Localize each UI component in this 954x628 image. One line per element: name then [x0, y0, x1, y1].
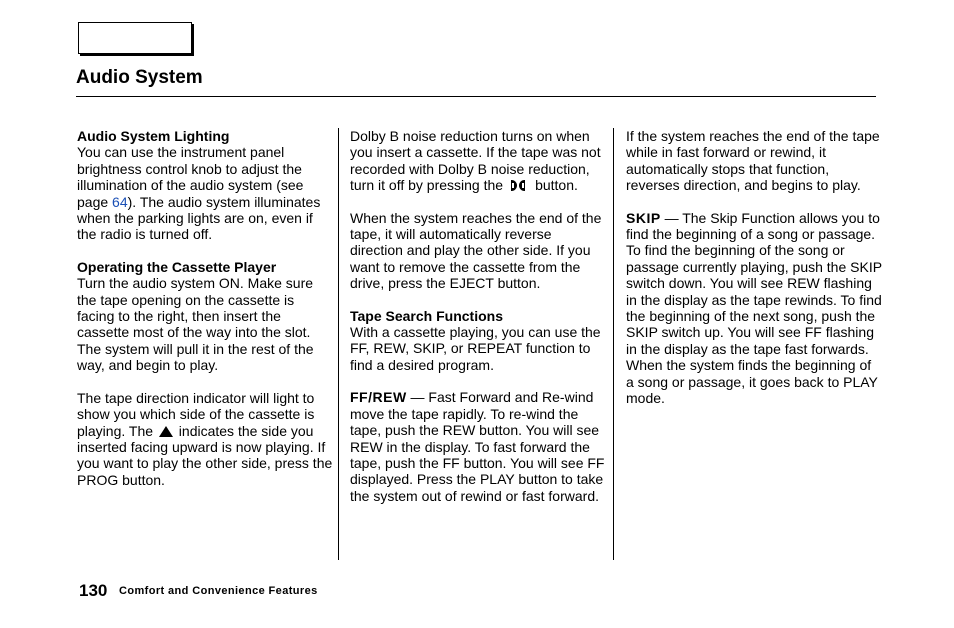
skip-paragraph [626, 210, 882, 407]
up-triangle-icon [159, 426, 173, 437]
ffrew-paragraph [350, 389, 606, 504]
cassette-text: Turn the audio system ON. Make sure the tape opening on the cassette is facing to the right, then insert the cassette most of the way into the slot. The system will pull it in the rest of the way, and begin to play. [77, 275, 314, 374]
skip-term: SKIP [626, 209, 661, 226]
cassette-section [77, 259, 335, 374]
search-heading: Tape Search Functions [350, 307, 503, 324]
reverse-text: When the system reaches the end of the tape, it will automatically reverse direction and play the other side. If you want to remove the cassette from the drive, press the EJECT button. [350, 209, 602, 292]
indicator-paragraph [77, 390, 335, 488]
header-tab-box [78, 22, 192, 54]
dolby-icon [511, 180, 525, 191]
lighting-text-a: You can use the instrument panel brightness control knob to adjust the illumination of the audio system (see page [77, 144, 304, 210]
search-section [350, 308, 606, 374]
indicator-text-a: The tape direction indicator will light to show you which side of the cassette is playing. The [77, 389, 315, 439]
section-name: Comfort and Convenience Features [119, 585, 318, 597]
page-title: Audio System [76, 67, 203, 88]
search-text: With a cassette playing, you can use the FF, REW, SKIP, or REPEAT function to find a desired program. [350, 324, 601, 373]
column-divider-2 [613, 128, 614, 560]
column-1 [77, 128, 335, 504]
end-paragraph [626, 128, 882, 194]
lighting-heading: Audio System Lighting [77, 128, 230, 144]
column-divider-1 [338, 128, 339, 560]
dolby-text-a: Dolby B noise reduction turns on when you insert a cassette. If the tape was not recorded with Dolby B noise reduction, turn it off by pressing the [350, 128, 601, 194]
page-number: 130 [79, 581, 108, 600]
page-64-link[interactable]: 64 [112, 193, 128, 210]
skip-text: — The Skip Function allows you to find the beginning of a song or passage. To find the beginning of the song or passage currently playing, push the SKIP switch down. You will see REW flashing in the display as the tape rewinds. To find the beginning of the next song, push the SKIP switch up. You will see FF flashing in the display as the tape fast forwards. When the system finds the beginning of a song or passage, it goes back to PLAY mode. [626, 209, 882, 407]
ffrew-text: — Fast Forward and Re-wind move the tape rapidly. To re-wind the tape, push the REW button. You will see REW in the display. To fast forward the tape, push the FF button. You will see FF displayed. Press the PLAY button to take the system out of rewind or fast forward. [350, 389, 605, 504]
column-2 [350, 128, 606, 520]
title-rule [76, 96, 876, 97]
reverse-paragraph [350, 210, 606, 292]
column-3 [626, 128, 882, 423]
dolby-paragraph [350, 128, 606, 194]
dolby-text-b: button. [535, 177, 578, 194]
indicator-text-b: indicates the side you inserted facing upward is now playing. If you want to play the other side, press the PROG button. [77, 422, 333, 488]
cassette-heading: Operating the Cassette Player [77, 258, 277, 275]
lighting-section [77, 128, 335, 243]
lighting-text-b: ). The audio system illuminates when the parking lights are on, even if the radio is turned off. [77, 193, 321, 243]
ffrew-term: FF/REW [350, 389, 407, 406]
end-text: If the system reaches the end of the tape while in fast forward or rewind, it automatically stops that function, reverses direction, and begins to play. [626, 128, 880, 194]
